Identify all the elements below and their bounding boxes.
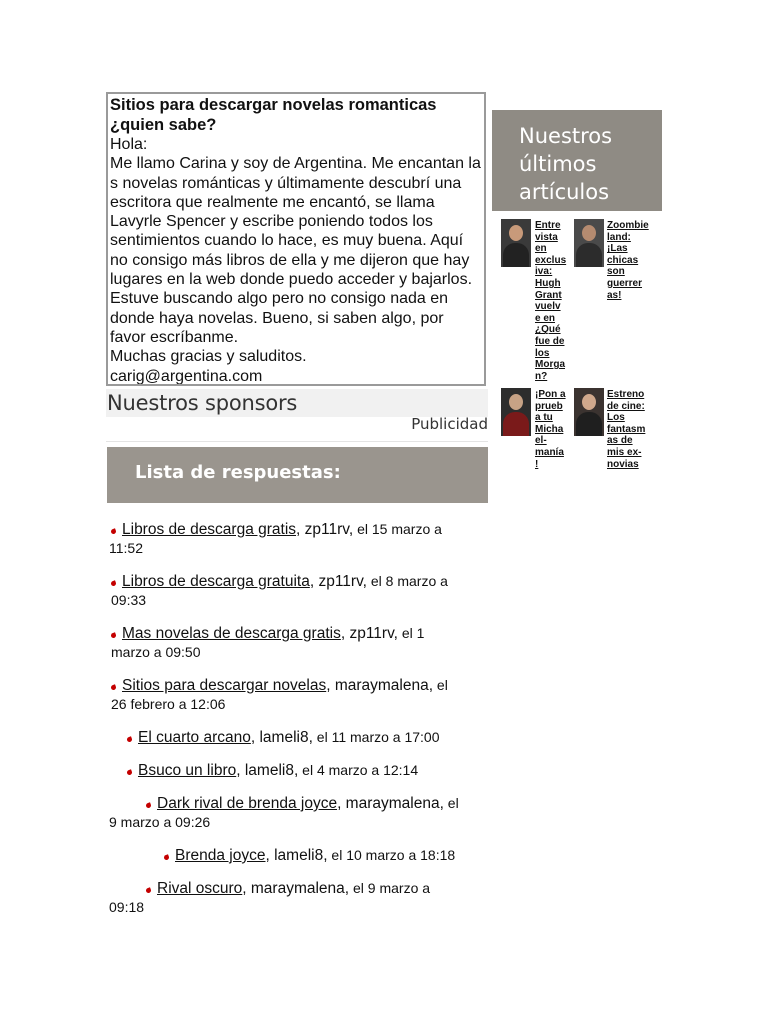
answer-link[interactable]: Dark rival de brenda joyce — [157, 795, 338, 812]
answer-date: el — [443, 795, 459, 811]
answer-date: el 4 marzo a 12:14 — [298, 762, 419, 778]
article-link-line: son — [607, 266, 625, 278]
bullet-icon — [145, 803, 151, 809]
answer-date-cont: 09:18 — [109, 899, 145, 915]
question-title-line1: Sitios para descargar novelas romanticas — [110, 96, 437, 114]
answer-author: , maraymalena, — [242, 880, 350, 897]
answer-date: el 1 — [398, 625, 425, 641]
article-link[interactable] — [607, 389, 657, 470]
article-link-line: iva: — [535, 266, 553, 278]
bullet-icon — [126, 770, 132, 776]
article-link-line: Micha — [535, 423, 564, 435]
article-link-line: ¡Pon a — [535, 389, 566, 400]
question-line: lugares en la web donde puedo acceder y bajarlos. — [110, 271, 473, 289]
sidebar-title-line: últimos — [519, 152, 597, 176]
article-link-line: Grant — [535, 289, 562, 301]
article-link-line: vista — [535, 231, 558, 243]
answer-link[interactable]: Bsuco un libro — [138, 762, 237, 779]
answer-link[interactable]: Brenda joyce — [175, 847, 266, 864]
article-link-line: fue de — [535, 335, 565, 347]
answers-title: Lista de respuestas: — [135, 462, 341, 483]
question-title — [110, 96, 484, 135]
bullet-icon — [110, 581, 116, 587]
answer-date: el — [433, 677, 448, 693]
list-item — [127, 728, 487, 747]
answer-date: el 8 marzo a — [367, 573, 448, 589]
answer-link[interactable]: Rival oscuro — [157, 880, 243, 897]
answers-header — [107, 447, 488, 503]
article-link-line: en — [535, 243, 547, 255]
answer-author: , zp11rv, — [340, 625, 398, 642]
question-line: favor escríbanme. — [110, 328, 239, 346]
ad-label: Publicidad — [411, 415, 488, 433]
answer-link[interactable]: El cuarto arcano — [138, 729, 251, 746]
question-line: s novelas románticas y últimamente descubrí una — [110, 174, 462, 192]
article-link[interactable] — [535, 389, 573, 470]
article-link-line: de cine: — [607, 400, 645, 412]
question-line: Estuve buscando algo pero no consigo nada en — [110, 290, 449, 308]
answer-author: , lameli8, — [236, 762, 299, 779]
person-figure — [503, 243, 529, 267]
answer-date-cont: 09:33 — [111, 592, 147, 608]
list-item — [164, 846, 484, 865]
article-link-line: Los — [607, 412, 625, 424]
question-line: sentimientos cuando lo hace, es muy buena. Aquí — [110, 232, 464, 250]
question-line: Hola: — [110, 136, 148, 153]
answer-date: el 10 marzo a 18:18 — [327, 847, 456, 863]
bullet-icon — [145, 888, 151, 894]
article-link-line: el- — [535, 435, 547, 447]
answer-link[interactable]: Sitios para descargar novelas — [122, 677, 327, 694]
list-item — [127, 761, 487, 780]
list-item — [111, 520, 481, 558]
article-link-line: as! — [607, 289, 622, 301]
sidebar-header — [492, 110, 662, 211]
sidebar-title — [519, 122, 649, 206]
divider — [106, 441, 488, 442]
question-body — [110, 135, 484, 386]
article-thumbnail[interactable] — [574, 219, 604, 267]
answer-date: el 15 marzo a — [353, 521, 442, 537]
article-link-line: prueb — [535, 400, 563, 412]
question-line: no consigo más libros de ella y me dijeron que hay — [110, 251, 470, 269]
answer-date: el 9 marzo a — [349, 880, 431, 896]
article-link-line: guerrer — [607, 277, 643, 289]
article-link-line: mis ex- — [607, 446, 642, 458]
list-item — [109, 879, 485, 917]
article-link-line: a tu — [535, 412, 553, 424]
article-link-line: land: — [607, 231, 631, 243]
article-link-line: vuelv — [535, 301, 561, 313]
article-link-line: Entre — [535, 220, 561, 231]
article-link-line: exclus — [535, 254, 567, 266]
article-link-line: novias — [607, 458, 639, 470]
list-item — [111, 676, 481, 714]
answer-author: , lameli8, — [250, 729, 313, 746]
article-link-line: e en — [535, 312, 556, 324]
person-figure — [576, 412, 602, 436]
answer-date-cont: 26 febrero a 12:06 — [111, 696, 226, 712]
question-line: Lavyrle Spencer y escribe poniendo todos los — [110, 213, 433, 231]
article-link-line: Morga — [535, 359, 565, 371]
list-item — [111, 624, 481, 662]
answer-link[interactable]: Mas novelas de descarga gratis — [122, 625, 341, 642]
answer-date-cont: 9 marzo a 09:26 — [109, 814, 211, 830]
article-link-line: ¡Las — [607, 243, 628, 255]
answer-author: , zp11rv, — [296, 521, 354, 538]
question-line: donde haya novelas. Bueno, si saben algo, por — [110, 309, 444, 327]
article-link-line: Zoombie — [607, 220, 649, 231]
person-figure — [509, 394, 523, 410]
article-thumbnail[interactable] — [501, 219, 531, 267]
article-link-line: los — [535, 347, 550, 359]
answer-author: , maraymalena, — [326, 677, 434, 694]
list-item — [111, 572, 481, 610]
article-link-line: n? — [535, 370, 548, 382]
bullet-icon — [163, 855, 169, 861]
person-figure — [576, 243, 602, 267]
list-item — [109, 794, 485, 832]
answer-link[interactable]: Libros de descarga gratis — [122, 521, 297, 538]
person-figure — [503, 412, 529, 436]
answer-date: el 11 marzo a 17:00 — [312, 729, 440, 745]
article-link-line: ! — [535, 458, 539, 470]
article-link-line: manía — [535, 446, 564, 458]
sidebar-title-line: artículos — [519, 180, 610, 204]
article-link-line: Hugh — [535, 277, 561, 289]
article-link-line: as de — [607, 435, 633, 447]
article-thumbnail[interactable] — [501, 388, 531, 436]
question-line: escritora que realmente me encantó, se llama — [110, 193, 435, 211]
sponsors-title: Nuestros sponsors — [107, 391, 298, 415]
person-figure — [582, 225, 596, 241]
article-thumbnail[interactable] — [574, 388, 604, 436]
question-line: Me llamo Carina y soy de Argentina. Me encantan la — [110, 155, 481, 173]
sponsors-bar — [106, 389, 488, 417]
article-link-line: ¿Qué — [535, 324, 561, 336]
answer-author: , lameli8, — [265, 847, 328, 864]
bullet-icon — [110, 685, 116, 691]
question-box — [106, 92, 486, 386]
person-figure — [582, 394, 596, 410]
question-line: Muchas gracias y saluditos. — [110, 348, 307, 366]
answer-author: , maraymalena, — [337, 795, 444, 812]
article-link[interactable] — [607, 220, 657, 301]
bullet-icon — [110, 529, 116, 535]
article-link-line: Estreno — [607, 389, 645, 400]
article-link-line: fantasm — [607, 423, 646, 435]
sidebar-title-line: Nuestros — [519, 124, 613, 148]
answer-link[interactable]: Libros de descarga gratuita — [122, 573, 310, 590]
bullet-icon — [110, 633, 116, 639]
answer-date-cont: 11:52 — [109, 540, 143, 556]
question-email: carig@argentina.com — [110, 367, 263, 385]
answer-author: , zp11rv, — [309, 573, 367, 590]
article-link-line: chicas — [607, 254, 639, 266]
person-figure — [509, 225, 523, 241]
article-link[interactable] — [535, 220, 573, 382]
answer-date-cont: marzo a 09:50 — [111, 644, 201, 660]
bullet-icon — [126, 737, 132, 743]
question-title-line2: ¿quien sabe? — [110, 115, 217, 134]
